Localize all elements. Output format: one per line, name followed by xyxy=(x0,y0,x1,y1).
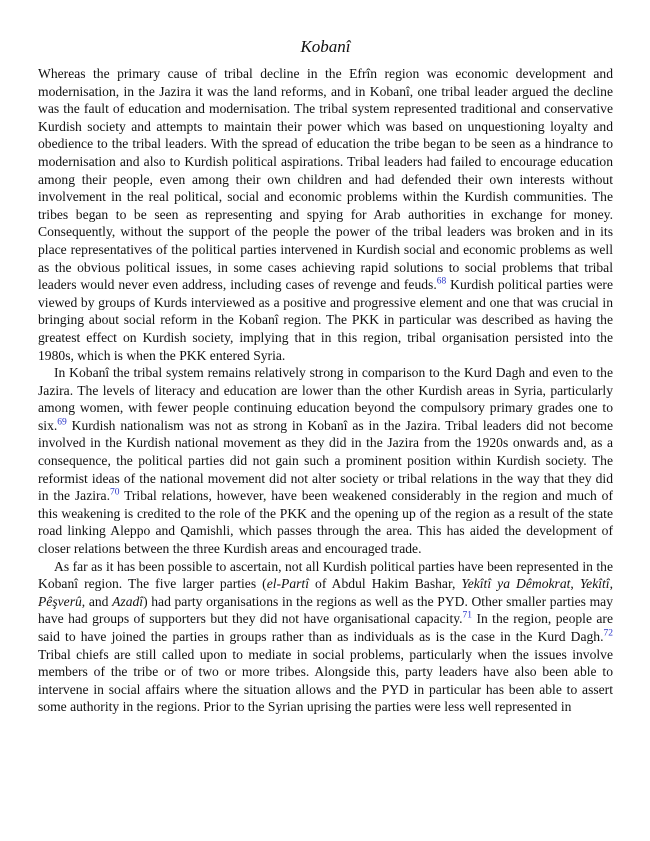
document-page xyxy=(38,36,613,716)
paragraph-3-text-c: , xyxy=(570,576,580,592)
paragraph-2-text-a: In Kobanî the tribal system remains relatively strong in comparison to the Kurd Dagh and even to the Jazira. The levels of literacy and education are lower than the other Kurdish areas in Syria, particularly among women, with fewer people continuing education beyond the compulsory primary grades one to six. xyxy=(38,365,613,433)
party-name-azadi: Azadî xyxy=(112,593,144,609)
paragraph-1 xyxy=(38,65,613,364)
footnote-ref-68[interactable]: 68 xyxy=(436,276,447,287)
paragraph-3-text-b: of Abdul Hakim Bashar, xyxy=(308,576,462,592)
footnote-ref-70[interactable]: 70 xyxy=(109,487,120,498)
paragraph-1-text-b: Kurdish political parties were viewed by groups of Kurds interviewed as a positive and progressive element and one that was crucial in bringing about social reform in the Kobanî region. The PKK in particular was described as having the greatest effect on Kurdish society, implying that in this region, tribal organisation persisted into the 1980s, which is when the PKK entered Syria. xyxy=(38,277,613,363)
footnote-ref-71[interactable]: 71 xyxy=(462,610,473,621)
paragraph-2-text-c: Tribal relations, however, have been weakened considerably in the region and much of this weakening is credited to the role of the PKK and the opening up of the region as a result of the state road linking Aleppo and Qamishli, which passes through the area. This has aided the development of closer relations between the three Kurdish areas and encouraged trade. xyxy=(38,488,613,557)
party-name-el-parti: el-Partî xyxy=(266,576,309,592)
party-name-yekiti-ya-demokrat: Yekîtî ya Dêmokrat xyxy=(461,576,571,592)
paragraph-3-text-f: ) had party organisations in the regions as well as the PYD. Other smaller parties may have had groups of supporters but they did not have organisational capacity. xyxy=(38,593,614,627)
party-name-peseveru: Pêşverû xyxy=(38,593,82,609)
paragraph-3-text-h: Tribal chiefs are still called upon to mediate in social problems, particularly when the issues involve members of the tribe or of two or more tribes. Alongside this, party leaders have also been able to intervene in social affairs where the situation allows and the PYD in particular has been able to assert some authority in the regions. Prior to the Syrian uprising the parties were less well represented in xyxy=(38,646,613,715)
paragraph-3-text-e: , and xyxy=(81,593,113,609)
footnote-ref-72[interactable]: 72 xyxy=(603,628,613,639)
paragraph-3-text-d: , xyxy=(609,576,613,592)
paragraph-2 xyxy=(38,364,613,558)
paragraph-3-text-g: In the region, people are said to have joined the parties in groups rather than as individuals as is the case in the Kurd Dagh. xyxy=(38,611,613,644)
paragraph-2-text-b: Kurdish nationalism was not as strong in Kobanî as in the Jazira. Tribal leaders did not become involved in the Kurdish national movement as they did in the Jazira from the 1920s onwards and, as a consequence, the political parties did not gain such a prominent position within Kurdish society. The reformist ideas of the national movement did not alter society or tribal relations in the way that they did in the Jazira. xyxy=(38,417,613,504)
paragraph-3 xyxy=(38,558,613,716)
party-name-yekiti: Yekîtî xyxy=(579,576,610,592)
paragraph-3-text-a: As far as it has been possible to ascertain, not all Kurdish political parties have been represented in the Kobanî region. The five larger parties ( xyxy=(38,558,613,592)
footnote-ref-69[interactable]: 69 xyxy=(57,417,67,428)
paragraph-1-text-a: Whereas the primary cause of tribal decline in the Efrîn region was economic development and modernisation, in the Jazira it was the land reforms, and in Kobanî, one tribal leader argued the decline was the fault of education and modernisation. The tribal system represented traditional and conservative Kurdish society and attempts to maintain their power which was based on unquestioning loyalty and obedience to the tribal leaders. With the spread of education the tribe began to be seen as a hindrance to modernisation and also to Kurdish political aspirations. Tribal leaders had failed to encourage education among their people, even among their own children and had defended their own interests without involvement in the real political, social and economic problems within the Kurdish communities. The tribes began to be seen as representing and spying for Arab authorities in exchange for money. Consequently, without the support of the people the power of the tribal leaders was broken and in its place representatives of the political parties intervened in Kurdish social and economic problems as well as the obvious political issues, in some cases achieving rapid solutions to social problems that tribal leaders would never even address, including cases of revenge and feuds. xyxy=(38,66,613,293)
section-heading: Kobanî xyxy=(300,37,351,56)
